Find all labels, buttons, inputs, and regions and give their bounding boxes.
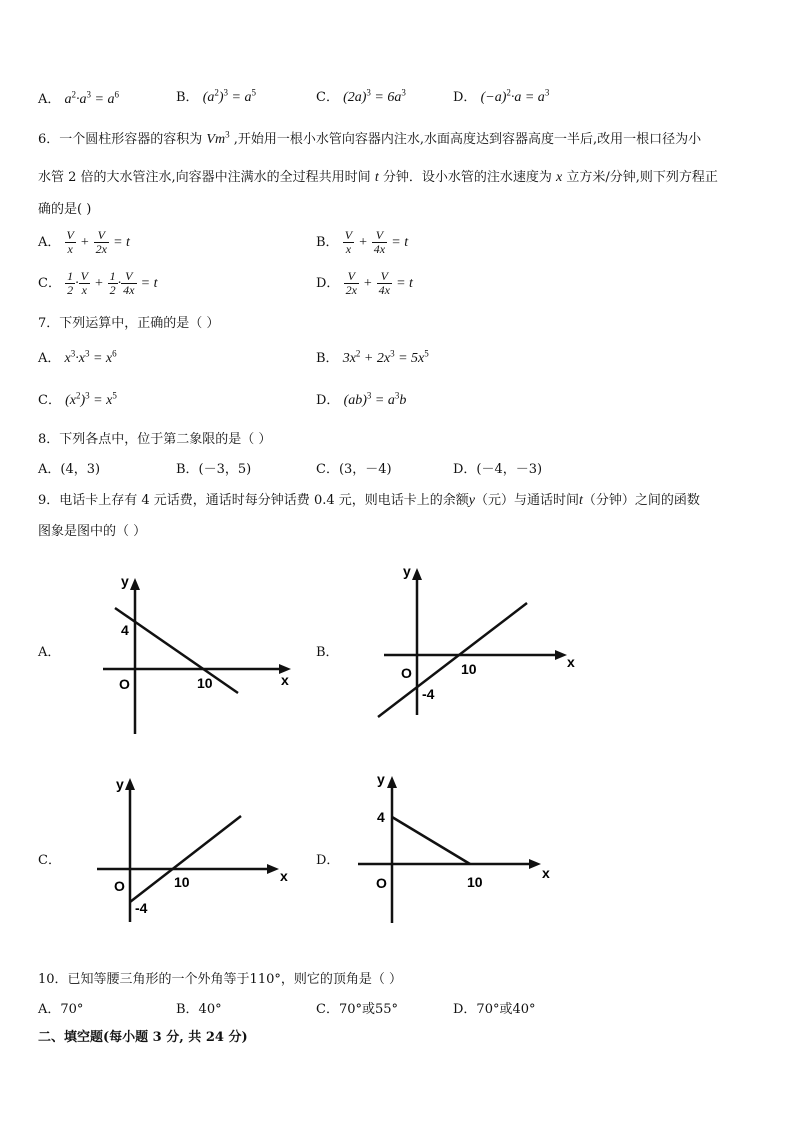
graph-b-x-arrow bbox=[555, 650, 567, 660]
graph-b-y-label: y bbox=[403, 563, 411, 579]
graph-d bbox=[352, 768, 562, 928]
q5-option-d: D． $(-a)^2\cdot a = a^3$ bbox=[453, 87, 550, 105]
graph-a-label-4: 4 bbox=[121, 622, 129, 638]
graph-a bbox=[95, 572, 305, 740]
graph-b-x-label: x bbox=[567, 654, 575, 670]
graph-c-y-label: y bbox=[116, 776, 124, 792]
q6-option-d: D． $\frac{V}{2x}$ + $\frac{V}{4x}$ = t bbox=[316, 269, 413, 297]
q7-option-d: D． $(ab)^3 = a^3b$ bbox=[316, 390, 407, 408]
graph-c-label-neg4: -4 bbox=[135, 900, 148, 916]
q8-stem: 8．下列各点中，位于第二象限的是（ ） bbox=[38, 432, 272, 447]
graph-b-line bbox=[378, 603, 527, 717]
graph-c-x-arrow bbox=[267, 864, 279, 874]
graph-d-y-label: y bbox=[377, 771, 385, 787]
q9-option-c-label: C． bbox=[38, 853, 61, 868]
graph-d-origin: O bbox=[376, 875, 387, 891]
q5-option-c: C． $(2a)^3 = 6a^3$ bbox=[316, 87, 406, 105]
q9-option-b-label: B． bbox=[316, 645, 339, 660]
q8-option-b: B．(－3，5) bbox=[176, 462, 252, 477]
q5-option-a: A． $a^2\cdot a^3 = a^6$ bbox=[38, 89, 119, 107]
q10-option-b: B．40° bbox=[176, 1002, 222, 1017]
graph-c-y-arrow bbox=[125, 778, 135, 790]
q7-option-a: A． $x^3\cdot x^3 = x^6$ bbox=[38, 348, 117, 366]
graph-d-x-arrow bbox=[529, 859, 541, 869]
q9-option-a-label: A． bbox=[38, 645, 61, 660]
graph-c-x-label: x bbox=[280, 868, 288, 884]
graph-b bbox=[370, 560, 590, 722]
graph-d-y-arrow bbox=[387, 776, 397, 788]
graph-d-label-4: 4 bbox=[377, 809, 385, 825]
q7-option-c: C． $(x^2)^3 = x^5$ bbox=[38, 390, 117, 408]
q7-stem: 7．下列运算中，正确的是（ ） bbox=[38, 316, 220, 331]
q10-option-a: A．70° bbox=[38, 1002, 84, 1017]
q8-option-c: C．(3，－4) bbox=[316, 462, 392, 477]
q8-option-d: D．(－4，－3) bbox=[453, 462, 543, 477]
q9-line2: 图象是图中的（ ） bbox=[38, 524, 147, 539]
q9-option-d-label: D． bbox=[316, 853, 340, 868]
graph-d-label-10: 10 bbox=[467, 874, 483, 890]
q6-line3: 确的是( ) bbox=[38, 202, 92, 217]
q10-stem: 10．已知等腰三角形的一个外角等于110°，则它的顶角是（ ） bbox=[38, 972, 402, 987]
q7-option-b: B． $3x^2 + 2x^3 = 5x^5$ bbox=[316, 348, 429, 366]
graph-a-y-label: y bbox=[121, 573, 129, 589]
graph-a-origin: O bbox=[119, 676, 130, 692]
graph-d-x-label: x bbox=[542, 865, 550, 881]
q6-option-b: B． $\frac{V}{x}$ + $\frac{V}{4x}$ = t bbox=[316, 228, 409, 256]
graph-a-y-arrow bbox=[130, 578, 140, 590]
graph-a-line bbox=[115, 608, 238, 693]
q6-option-a: A． $\frac{V}{x}$ + $\frac{V}{2x}$ = t bbox=[38, 228, 130, 256]
q5-option-b: B． $(a^2)^3 = a^5$ bbox=[176, 87, 256, 105]
q10-option-d: D．70°或40° bbox=[453, 1002, 536, 1017]
q6-option-c: C． $\frac{1}{2}$ · $\frac{V}{x}$ + $\frac{1}{2}$ · $\frac{V}{4x}$ = t bbox=[38, 269, 158, 297]
q6-line1: 6．一个圆柱形容器的容积为 Vm$^3$ ,开始用一根小水管向容器内注水,水面高度达到容器高度一半后,改用一根口径为小 bbox=[38, 129, 702, 147]
q8-option-a: A．(4，3) bbox=[38, 462, 101, 477]
q6-line2: 水管 2 倍的大水管注水,向容器中注满水的全过程共用时间 t 分钟．设小水管的注水速度为 x 立方米/分钟,则下列方程正 bbox=[38, 170, 718, 185]
graph-b-y-arrow bbox=[412, 568, 422, 580]
section-heading-fill-in: 二、填空题(每小题 3 分, 共 24 分) bbox=[38, 1030, 248, 1045]
graph-b-origin: O bbox=[401, 665, 412, 681]
graph-c-origin: O bbox=[114, 878, 125, 894]
graph-a-x-label: x bbox=[281, 672, 289, 688]
graph-b-label-10: 10 bbox=[461, 661, 477, 677]
graph-a-label-10: 10 bbox=[197, 675, 213, 691]
graph-c bbox=[90, 772, 300, 932]
graph-c-label-10: 10 bbox=[174, 874, 190, 890]
graph-d-line bbox=[392, 817, 470, 864]
q10-option-c: C．70°或55° bbox=[316, 1002, 399, 1017]
graph-b-label-neg4: -4 bbox=[422, 686, 435, 702]
q9-line1: 9．电话卡上存有 4 元话费，通话时每分钟话费 0.4 元，则电话卡上的余额y（元）与通话时间t（分钟）之间的函数 bbox=[38, 493, 700, 508]
